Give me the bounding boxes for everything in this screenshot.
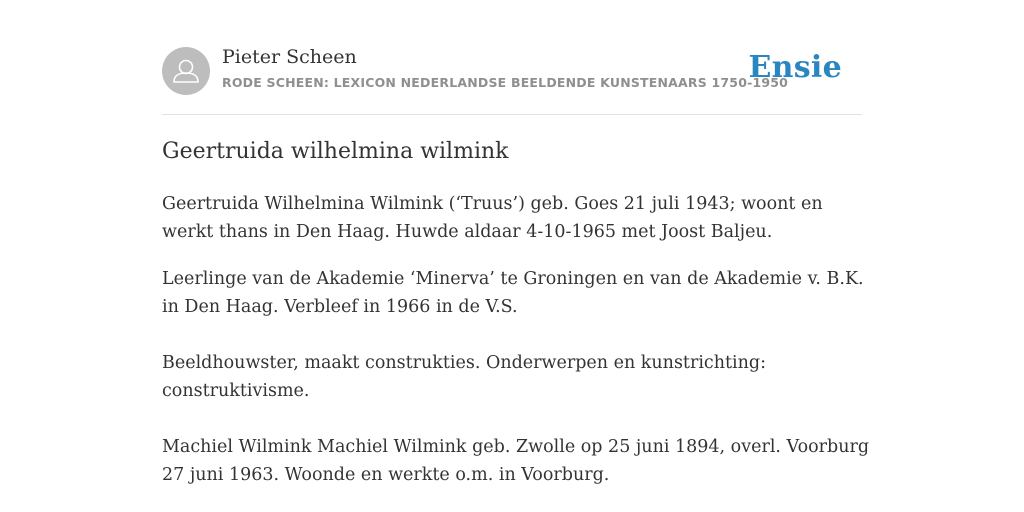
paragraph: Geertruida Wilhelmina Wilmink (‘Truus’) geb. Goes 21 juli 1943; woont en werkt thans in Den Haag. Huwde aldaar 4-10-1965 met Joost Baljeu. bbox=[162, 194, 823, 242]
paragraph: Machiel Wilmink Machiel Wilmink geb. Zwolle op 25 juni 1894, overl. Voorburg 27 juni 1963. Woonde en werkte o.m. in Voorburg. bbox=[162, 437, 870, 485]
ensie-logo[interactable]: Ensie bbox=[748, 50, 842, 85]
source-title[interactable]: RODE SCHEEN: LEXICON NEDERLANDSE BEELDENDE KUNSTENAARS 1750-1950 bbox=[222, 75, 789, 90]
author-name[interactable]: Pieter Scheen bbox=[222, 46, 357, 68]
author-avatar[interactable] bbox=[162, 47, 210, 95]
paragraph: Leerlinge van de Akademie ‘Minerva’ te Groningen en van de Akademie v. B.K. in Den Haag. Verbleef in 1966 in de V.S. bbox=[162, 269, 864, 317]
paragraph: Beeldhouwster, maakt construkties. Onderwerpen en kunstrichting: construktivisme. bbox=[162, 353, 766, 401]
user-avatar-icon bbox=[162, 47, 210, 95]
article-header bbox=[162, 46, 862, 115]
article-title: Geertruida wilhelmina wilmink bbox=[162, 139, 509, 164]
article-body bbox=[162, 190, 872, 508]
